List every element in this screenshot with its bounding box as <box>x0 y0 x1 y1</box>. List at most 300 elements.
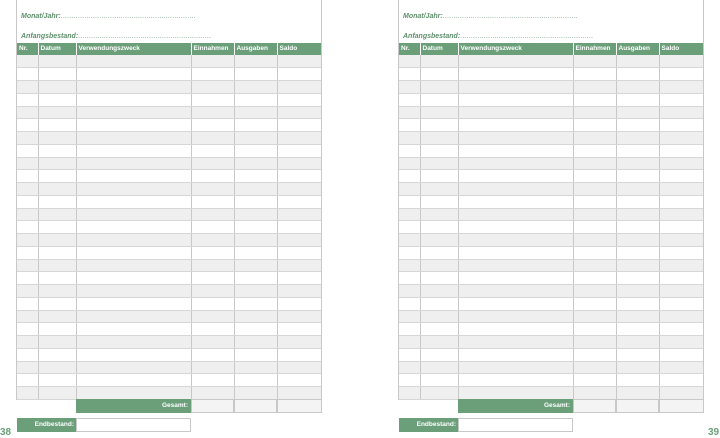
cell-date[interactable] <box>38 361 76 374</box>
cell-expense[interactable] <box>616 374 659 387</box>
cell-balance[interactable] <box>659 246 703 259</box>
cell-income[interactable] <box>191 323 234 336</box>
cell-expense[interactable] <box>616 272 659 285</box>
cell-purpose[interactable] <box>458 323 573 336</box>
total-balance-cell[interactable] <box>277 399 322 413</box>
total-income-cell[interactable] <box>573 399 616 413</box>
cell-expense[interactable] <box>616 387 659 400</box>
cell-purpose[interactable] <box>76 361 191 374</box>
cell-nr[interactable] <box>399 144 420 157</box>
cell-purpose[interactable] <box>458 234 573 247</box>
cell-income[interactable] <box>573 81 616 94</box>
cell-expense[interactable] <box>234 106 277 119</box>
cell-balance[interactable] <box>659 348 703 361</box>
cell-expense[interactable] <box>234 387 277 400</box>
cell-date[interactable] <box>420 234 458 247</box>
month-year-field[interactable] <box>403 13 578 20</box>
cell-nr[interactable] <box>17 119 38 132</box>
cell-date[interactable] <box>38 157 76 170</box>
cell-date[interactable] <box>420 297 458 310</box>
cell-expense[interactable] <box>616 221 659 234</box>
cell-expense[interactable] <box>616 285 659 298</box>
cell-expense[interactable] <box>234 55 277 68</box>
cell-income[interactable] <box>573 221 616 234</box>
cell-purpose[interactable] <box>76 132 191 145</box>
cell-purpose[interactable] <box>76 81 191 94</box>
cell-balance[interactable] <box>659 361 703 374</box>
cell-balance[interactable] <box>277 246 321 259</box>
cell-balance[interactable] <box>277 234 321 247</box>
cell-balance[interactable] <box>659 208 703 221</box>
cell-nr[interactable] <box>399 68 420 81</box>
cell-balance[interactable] <box>277 119 321 132</box>
cell-expense[interactable] <box>234 195 277 208</box>
cell-income[interactable] <box>573 259 616 272</box>
cell-date[interactable] <box>420 272 458 285</box>
cell-nr[interactable] <box>399 157 420 170</box>
cell-nr[interactable] <box>399 323 420 336</box>
cell-nr[interactable] <box>17 387 38 400</box>
cell-nr[interactable] <box>399 55 420 68</box>
cell-balance[interactable] <box>659 183 703 196</box>
cell-expense[interactable] <box>616 208 659 221</box>
cell-purpose[interactable] <box>76 183 191 196</box>
cell-balance[interactable] <box>277 272 321 285</box>
cell-purpose[interactable] <box>76 246 191 259</box>
cell-date[interactable] <box>38 81 76 94</box>
cell-date[interactable] <box>38 55 76 68</box>
cell-income[interactable] <box>573 336 616 349</box>
cell-date[interactable] <box>420 81 458 94</box>
cell-income[interactable] <box>191 55 234 68</box>
month-year-field[interactable] <box>21 13 196 20</box>
cell-balance[interactable] <box>277 68 321 81</box>
cell-balance[interactable] <box>277 81 321 94</box>
cell-nr[interactable] <box>399 208 420 221</box>
cell-nr[interactable] <box>17 272 38 285</box>
cell-purpose[interactable] <box>458 170 573 183</box>
cell-purpose[interactable] <box>76 55 191 68</box>
cell-income[interactable] <box>573 55 616 68</box>
cell-nr[interactable] <box>399 336 420 349</box>
cell-purpose[interactable] <box>458 348 573 361</box>
cell-purpose[interactable] <box>76 272 191 285</box>
cell-nr[interactable] <box>399 234 420 247</box>
cell-balance[interactable] <box>659 55 703 68</box>
cell-expense[interactable] <box>616 246 659 259</box>
cell-expense[interactable] <box>616 68 659 81</box>
end-balance-cell[interactable] <box>458 418 573 432</box>
cell-expense[interactable] <box>616 297 659 310</box>
cell-nr[interactable] <box>399 183 420 196</box>
cell-balance[interactable] <box>277 259 321 272</box>
cell-date[interactable] <box>38 132 76 145</box>
cell-purpose[interactable] <box>76 106 191 119</box>
cell-nr[interactable] <box>17 246 38 259</box>
cell-balance[interactable] <box>277 297 321 310</box>
cell-expense[interactable] <box>234 310 277 323</box>
cell-date[interactable] <box>420 93 458 106</box>
cell-date[interactable] <box>38 285 76 298</box>
cell-expense[interactable] <box>234 336 277 349</box>
cell-purpose[interactable] <box>458 93 573 106</box>
cell-purpose[interactable] <box>76 323 191 336</box>
cell-nr[interactable] <box>399 361 420 374</box>
cell-income[interactable] <box>573 297 616 310</box>
cell-balance[interactable] <box>277 170 321 183</box>
cell-nr[interactable] <box>17 336 38 349</box>
cell-date[interactable] <box>38 348 76 361</box>
cell-nr[interactable] <box>17 132 38 145</box>
cell-date[interactable] <box>420 68 458 81</box>
cell-nr[interactable] <box>399 272 420 285</box>
cell-date[interactable] <box>38 144 76 157</box>
cell-date[interactable] <box>420 144 458 157</box>
cell-income[interactable] <box>191 119 234 132</box>
cell-income[interactable] <box>573 285 616 298</box>
cell-expense[interactable] <box>616 361 659 374</box>
cell-purpose[interactable] <box>458 259 573 272</box>
cell-purpose[interactable] <box>76 144 191 157</box>
cell-balance[interactable] <box>659 132 703 145</box>
cell-date[interactable] <box>38 310 76 323</box>
cell-date[interactable] <box>420 157 458 170</box>
cell-purpose[interactable] <box>76 195 191 208</box>
cell-expense[interactable] <box>616 106 659 119</box>
opening-balance-field[interactable] <box>21 33 211 40</box>
cell-balance[interactable] <box>277 195 321 208</box>
cell-income[interactable] <box>573 310 616 323</box>
cell-income[interactable] <box>191 310 234 323</box>
cell-date[interactable] <box>420 374 458 387</box>
cell-income[interactable] <box>573 144 616 157</box>
cell-balance[interactable] <box>659 81 703 94</box>
cell-expense[interactable] <box>616 323 659 336</box>
cell-nr[interactable] <box>17 348 38 361</box>
cell-date[interactable] <box>420 336 458 349</box>
cell-expense[interactable] <box>234 157 277 170</box>
cell-expense[interactable] <box>616 170 659 183</box>
cell-purpose[interactable] <box>458 157 573 170</box>
cell-nr[interactable] <box>399 387 420 400</box>
cell-date[interactable] <box>38 221 76 234</box>
cell-nr[interactable] <box>17 81 38 94</box>
cell-balance[interactable] <box>277 208 321 221</box>
cell-date[interactable] <box>420 323 458 336</box>
cell-nr[interactable] <box>17 234 38 247</box>
cell-nr[interactable] <box>17 93 38 106</box>
cell-purpose[interactable] <box>458 297 573 310</box>
cell-purpose[interactable] <box>458 246 573 259</box>
cell-date[interactable] <box>420 119 458 132</box>
cell-date[interactable] <box>420 170 458 183</box>
cell-date[interactable] <box>420 106 458 119</box>
cell-nr[interactable] <box>399 170 420 183</box>
cell-purpose[interactable] <box>458 119 573 132</box>
cell-income[interactable] <box>191 272 234 285</box>
cell-date[interactable] <box>420 195 458 208</box>
cell-balance[interactable] <box>659 157 703 170</box>
cell-expense[interactable] <box>234 81 277 94</box>
cell-income[interactable] <box>191 208 234 221</box>
cell-balance[interactable] <box>659 336 703 349</box>
cell-expense[interactable] <box>616 183 659 196</box>
cell-balance[interactable] <box>659 106 703 119</box>
cell-purpose[interactable] <box>76 297 191 310</box>
cell-expense[interactable] <box>234 68 277 81</box>
cell-date[interactable] <box>38 119 76 132</box>
cell-income[interactable] <box>573 374 616 387</box>
cell-expense[interactable] <box>616 234 659 247</box>
cell-expense[interactable] <box>234 285 277 298</box>
cell-expense[interactable] <box>234 234 277 247</box>
cell-nr[interactable] <box>399 246 420 259</box>
cell-purpose[interactable] <box>76 234 191 247</box>
cell-balance[interactable] <box>277 348 321 361</box>
cell-balance[interactable] <box>659 297 703 310</box>
cell-income[interactable] <box>573 387 616 400</box>
cell-balance[interactable] <box>277 132 321 145</box>
cell-balance[interactable] <box>659 68 703 81</box>
cell-expense[interactable] <box>616 157 659 170</box>
cell-expense[interactable] <box>616 144 659 157</box>
cell-income[interactable] <box>191 183 234 196</box>
cell-income[interactable] <box>191 68 234 81</box>
cell-balance[interactable] <box>277 323 321 336</box>
cell-nr[interactable] <box>399 106 420 119</box>
cell-purpose[interactable] <box>76 170 191 183</box>
cell-purpose[interactable] <box>458 221 573 234</box>
cell-balance[interactable] <box>277 336 321 349</box>
cell-date[interactable] <box>38 106 76 119</box>
cell-purpose[interactable] <box>76 310 191 323</box>
cell-balance[interactable] <box>659 234 703 247</box>
cell-balance[interactable] <box>277 285 321 298</box>
cell-income[interactable] <box>191 259 234 272</box>
cell-nr[interactable] <box>17 183 38 196</box>
cell-balance[interactable] <box>659 119 703 132</box>
cell-purpose[interactable] <box>458 68 573 81</box>
cell-expense[interactable] <box>616 348 659 361</box>
cell-expense[interactable] <box>616 195 659 208</box>
cell-expense[interactable] <box>234 348 277 361</box>
cell-balance[interactable] <box>277 310 321 323</box>
cell-purpose[interactable] <box>76 157 191 170</box>
cell-purpose[interactable] <box>76 221 191 234</box>
cell-date[interactable] <box>38 259 76 272</box>
cell-purpose[interactable] <box>458 81 573 94</box>
cell-income[interactable] <box>573 93 616 106</box>
cell-nr[interactable] <box>17 55 38 68</box>
total-balance-cell[interactable] <box>659 399 704 413</box>
opening-balance-field[interactable] <box>403 33 593 40</box>
cell-income[interactable] <box>573 195 616 208</box>
cell-date[interactable] <box>420 221 458 234</box>
cell-income[interactable] <box>191 336 234 349</box>
cell-nr[interactable] <box>17 144 38 157</box>
cell-date[interactable] <box>420 246 458 259</box>
cell-income[interactable] <box>191 93 234 106</box>
cell-income[interactable] <box>191 106 234 119</box>
cell-nr[interactable] <box>399 81 420 94</box>
cell-expense[interactable] <box>616 132 659 145</box>
cell-balance[interactable] <box>659 272 703 285</box>
cell-expense[interactable] <box>234 144 277 157</box>
cell-date[interactable] <box>38 297 76 310</box>
cell-nr[interactable] <box>17 106 38 119</box>
cell-purpose[interactable] <box>76 285 191 298</box>
cell-income[interactable] <box>191 234 234 247</box>
cell-date[interactable] <box>38 183 76 196</box>
cell-expense[interactable] <box>234 132 277 145</box>
cell-purpose[interactable] <box>458 272 573 285</box>
cell-purpose[interactable] <box>458 374 573 387</box>
cell-income[interactable] <box>191 157 234 170</box>
cell-purpose[interactable] <box>458 195 573 208</box>
cell-expense[interactable] <box>234 119 277 132</box>
cell-date[interactable] <box>38 68 76 81</box>
cell-nr[interactable] <box>17 208 38 221</box>
cell-date[interactable] <box>38 170 76 183</box>
cell-purpose[interactable] <box>458 336 573 349</box>
cell-purpose[interactable] <box>458 285 573 298</box>
cell-nr[interactable] <box>399 221 420 234</box>
cell-income[interactable] <box>191 348 234 361</box>
cell-date[interactable] <box>420 183 458 196</box>
cell-income[interactable] <box>191 81 234 94</box>
cell-purpose[interactable] <box>458 310 573 323</box>
cell-purpose[interactable] <box>76 68 191 81</box>
cell-date[interactable] <box>38 234 76 247</box>
cell-income[interactable] <box>573 119 616 132</box>
cell-date[interactable] <box>420 55 458 68</box>
cell-purpose[interactable] <box>76 119 191 132</box>
cell-balance[interactable] <box>659 195 703 208</box>
cell-date[interactable] <box>420 387 458 400</box>
cell-income[interactable] <box>191 221 234 234</box>
cell-nr[interactable] <box>399 93 420 106</box>
cell-date[interactable] <box>38 272 76 285</box>
cell-date[interactable] <box>420 348 458 361</box>
cell-expense[interactable] <box>234 183 277 196</box>
cell-expense[interactable] <box>234 272 277 285</box>
cell-income[interactable] <box>573 106 616 119</box>
cell-purpose[interactable] <box>76 336 191 349</box>
cell-date[interactable] <box>38 374 76 387</box>
cell-income[interactable] <box>573 157 616 170</box>
cell-income[interactable] <box>191 285 234 298</box>
cell-nr[interactable] <box>399 285 420 298</box>
total-income-cell[interactable] <box>191 399 234 413</box>
cell-balance[interactable] <box>277 221 321 234</box>
cell-income[interactable] <box>573 246 616 259</box>
cell-expense[interactable] <box>234 246 277 259</box>
cell-expense[interactable] <box>616 336 659 349</box>
cell-nr[interactable] <box>399 310 420 323</box>
cell-nr[interactable] <box>17 310 38 323</box>
cell-date[interactable] <box>38 208 76 221</box>
cell-date[interactable] <box>38 246 76 259</box>
cell-purpose[interactable] <box>458 183 573 196</box>
cell-nr[interactable] <box>17 68 38 81</box>
cell-nr[interactable] <box>17 170 38 183</box>
cell-date[interactable] <box>38 336 76 349</box>
cell-balance[interactable] <box>659 259 703 272</box>
cell-expense[interactable] <box>616 259 659 272</box>
cell-income[interactable] <box>573 170 616 183</box>
cell-balance[interactable] <box>277 157 321 170</box>
cell-income[interactable] <box>573 208 616 221</box>
cell-income[interactable] <box>573 361 616 374</box>
cell-balance[interactable] <box>277 361 321 374</box>
cell-income[interactable] <box>573 68 616 81</box>
cell-nr[interactable] <box>17 285 38 298</box>
cell-nr[interactable] <box>399 348 420 361</box>
cell-date[interactable] <box>420 208 458 221</box>
cell-balance[interactable] <box>659 387 703 400</box>
cell-purpose[interactable] <box>458 144 573 157</box>
cell-nr[interactable] <box>399 195 420 208</box>
cell-income[interactable] <box>573 348 616 361</box>
cell-income[interactable] <box>191 361 234 374</box>
cell-date[interactable] <box>420 132 458 145</box>
cell-date[interactable] <box>420 361 458 374</box>
cell-income[interactable] <box>191 170 234 183</box>
cell-balance[interactable] <box>659 285 703 298</box>
cell-expense[interactable] <box>234 361 277 374</box>
cell-income[interactable] <box>573 132 616 145</box>
cell-date[interactable] <box>38 323 76 336</box>
cell-nr[interactable] <box>17 195 38 208</box>
cell-expense[interactable] <box>616 310 659 323</box>
cell-income[interactable] <box>191 195 234 208</box>
cell-balance[interactable] <box>659 374 703 387</box>
cell-balance[interactable] <box>277 374 321 387</box>
cell-income[interactable] <box>191 387 234 400</box>
cell-income[interactable] <box>191 246 234 259</box>
cell-purpose[interactable] <box>458 55 573 68</box>
cell-expense[interactable] <box>234 93 277 106</box>
cell-expense[interactable] <box>234 374 277 387</box>
cell-purpose[interactable] <box>76 387 191 400</box>
cell-nr[interactable] <box>399 297 420 310</box>
cell-balance[interactable] <box>277 106 321 119</box>
cell-expense[interactable] <box>234 323 277 336</box>
cell-date[interactable] <box>420 259 458 272</box>
cell-balance[interactable] <box>659 221 703 234</box>
cell-balance[interactable] <box>277 387 321 400</box>
cell-expense[interactable] <box>234 259 277 272</box>
cell-balance[interactable] <box>659 310 703 323</box>
cell-income[interactable] <box>191 144 234 157</box>
cell-nr[interactable] <box>17 221 38 234</box>
cell-date[interactable] <box>38 387 76 400</box>
cell-date[interactable] <box>38 195 76 208</box>
cell-nr[interactable] <box>399 132 420 145</box>
cell-date[interactable] <box>38 93 76 106</box>
cell-nr[interactable] <box>17 157 38 170</box>
cell-purpose[interactable] <box>458 208 573 221</box>
cell-balance[interactable] <box>659 93 703 106</box>
cell-balance[interactable] <box>659 144 703 157</box>
cell-expense[interactable] <box>616 93 659 106</box>
cell-balance[interactable] <box>277 144 321 157</box>
cell-nr[interactable] <box>399 119 420 132</box>
cell-expense[interactable] <box>234 297 277 310</box>
cell-purpose[interactable] <box>76 259 191 272</box>
cell-balance[interactable] <box>659 170 703 183</box>
cell-income[interactable] <box>191 132 234 145</box>
